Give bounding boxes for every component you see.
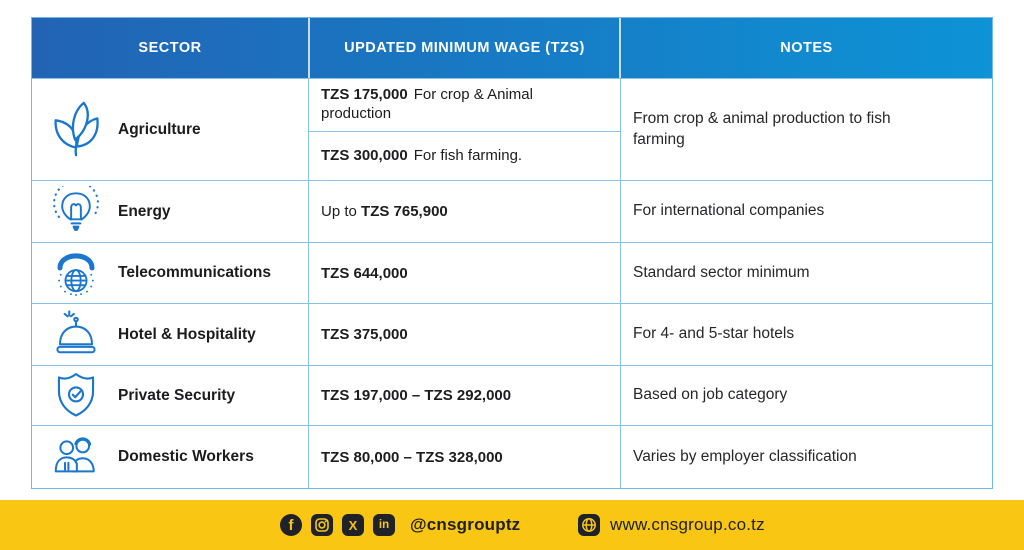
website-url[interactable]: www.cnsgroup.co.tz	[610, 515, 765, 534]
wage-amount: TZS 197,000 – TZS 292,000	[321, 387, 512, 404]
sector-cell	[32, 181, 308, 242]
note-text: For international companies	[633, 202, 825, 220]
people-icon	[42, 430, 110, 484]
header-wage: UPDATED MINIMUM WAGE (TZS)	[308, 18, 621, 78]
sector-cell	[32, 304, 308, 365]
wage-amount: TZS 375,000	[321, 326, 408, 343]
wage-text: TZS 175,000 For crop & Animal production	[321, 86, 533, 122]
note-cell	[621, 304, 992, 365]
note-cell	[621, 181, 992, 242]
linkedin-icon[interactable]: in	[373, 514, 395, 536]
note-text: Varies by employer classification	[633, 447, 857, 465]
note-text: Based on job category	[633, 386, 788, 404]
wage-text	[309, 449, 620, 466]
wage-amount: TZS 765,900	[361, 203, 448, 220]
table-row-telecommunications	[32, 243, 992, 304]
note-text: Standard sector minimum	[633, 263, 810, 281]
note-cell	[621, 243, 992, 303]
minimum-wage-table	[31, 17, 993, 489]
sector-label: Agriculture	[118, 120, 201, 138]
sector-label: Private Security	[118, 386, 236, 404]
table-header-row	[32, 18, 992, 79]
wage-amount: TZS 80,000 – TZS 328,000	[321, 448, 503, 466]
note-cell	[621, 79, 992, 180]
x-icon[interactable]: X	[342, 514, 364, 536]
wage-cell	[308, 304, 621, 365]
table-row-private-security	[32, 366, 992, 426]
sector-label: Telecommunications	[118, 264, 272, 281]
website-link[interactable]	[578, 514, 765, 536]
wage-subrow	[309, 79, 620, 132]
cloche-icon	[42, 308, 110, 362]
table-row-agriculture	[32, 79, 992, 181]
header-notes: NOTES	[780, 40, 833, 56]
wage-cell	[308, 181, 621, 242]
table-row-energy	[32, 181, 992, 243]
wage-text: Up to TZS 765,900	[321, 203, 448, 220]
table-row-domestic-workers	[32, 426, 992, 488]
wage-cell	[308, 79, 621, 180]
wage-amount: TZS 175,000	[321, 86, 408, 104]
sector-cell	[32, 426, 308, 488]
sector-cell	[32, 79, 308, 180]
sector-label: Domestic Workers	[118, 448, 254, 465]
shield-check-icon	[42, 370, 110, 422]
header-sector: SECTOR	[138, 40, 202, 56]
social-handle[interactable]: @cnsgrouptz	[410, 515, 521, 534]
note-cell	[621, 426, 992, 488]
sector-label: Hotel & Hospitality	[118, 325, 256, 343]
instagram-icon[interactable]	[311, 514, 333, 536]
note-text: From crop & animal production to fish farming	[633, 109, 891, 148]
social-links	[280, 514, 520, 536]
sector-label: Energy	[118, 202, 171, 220]
sector-cell	[32, 366, 308, 425]
leaves-icon	[42, 99, 110, 161]
wage-cell	[308, 426, 621, 488]
globe-icon	[578, 514, 600, 536]
wage-amount: TZS 644,000	[321, 264, 408, 282]
note-text: For 4- and 5-star hotels	[633, 325, 795, 343]
note-cell	[621, 366, 992, 425]
facebook-icon[interactable]: f	[280, 514, 302, 536]
table-row-hotel-hospitality	[32, 304, 992, 366]
wage-cell	[308, 366, 621, 425]
sector-cell	[32, 243, 308, 303]
lightbulb-icon	[42, 186, 110, 238]
wage-subrow	[309, 132, 620, 180]
wage-text	[309, 326, 620, 343]
wage-cell	[308, 243, 621, 303]
footer-bar	[0, 500, 1024, 550]
wage-text	[309, 265, 620, 282]
telephone-globe-icon	[42, 246, 110, 300]
wage-text: TZS 300,000 For fish farming.	[321, 146, 523, 164]
wage-text	[309, 387, 620, 404]
wage-amount: TZS 300,000	[321, 146, 408, 164]
